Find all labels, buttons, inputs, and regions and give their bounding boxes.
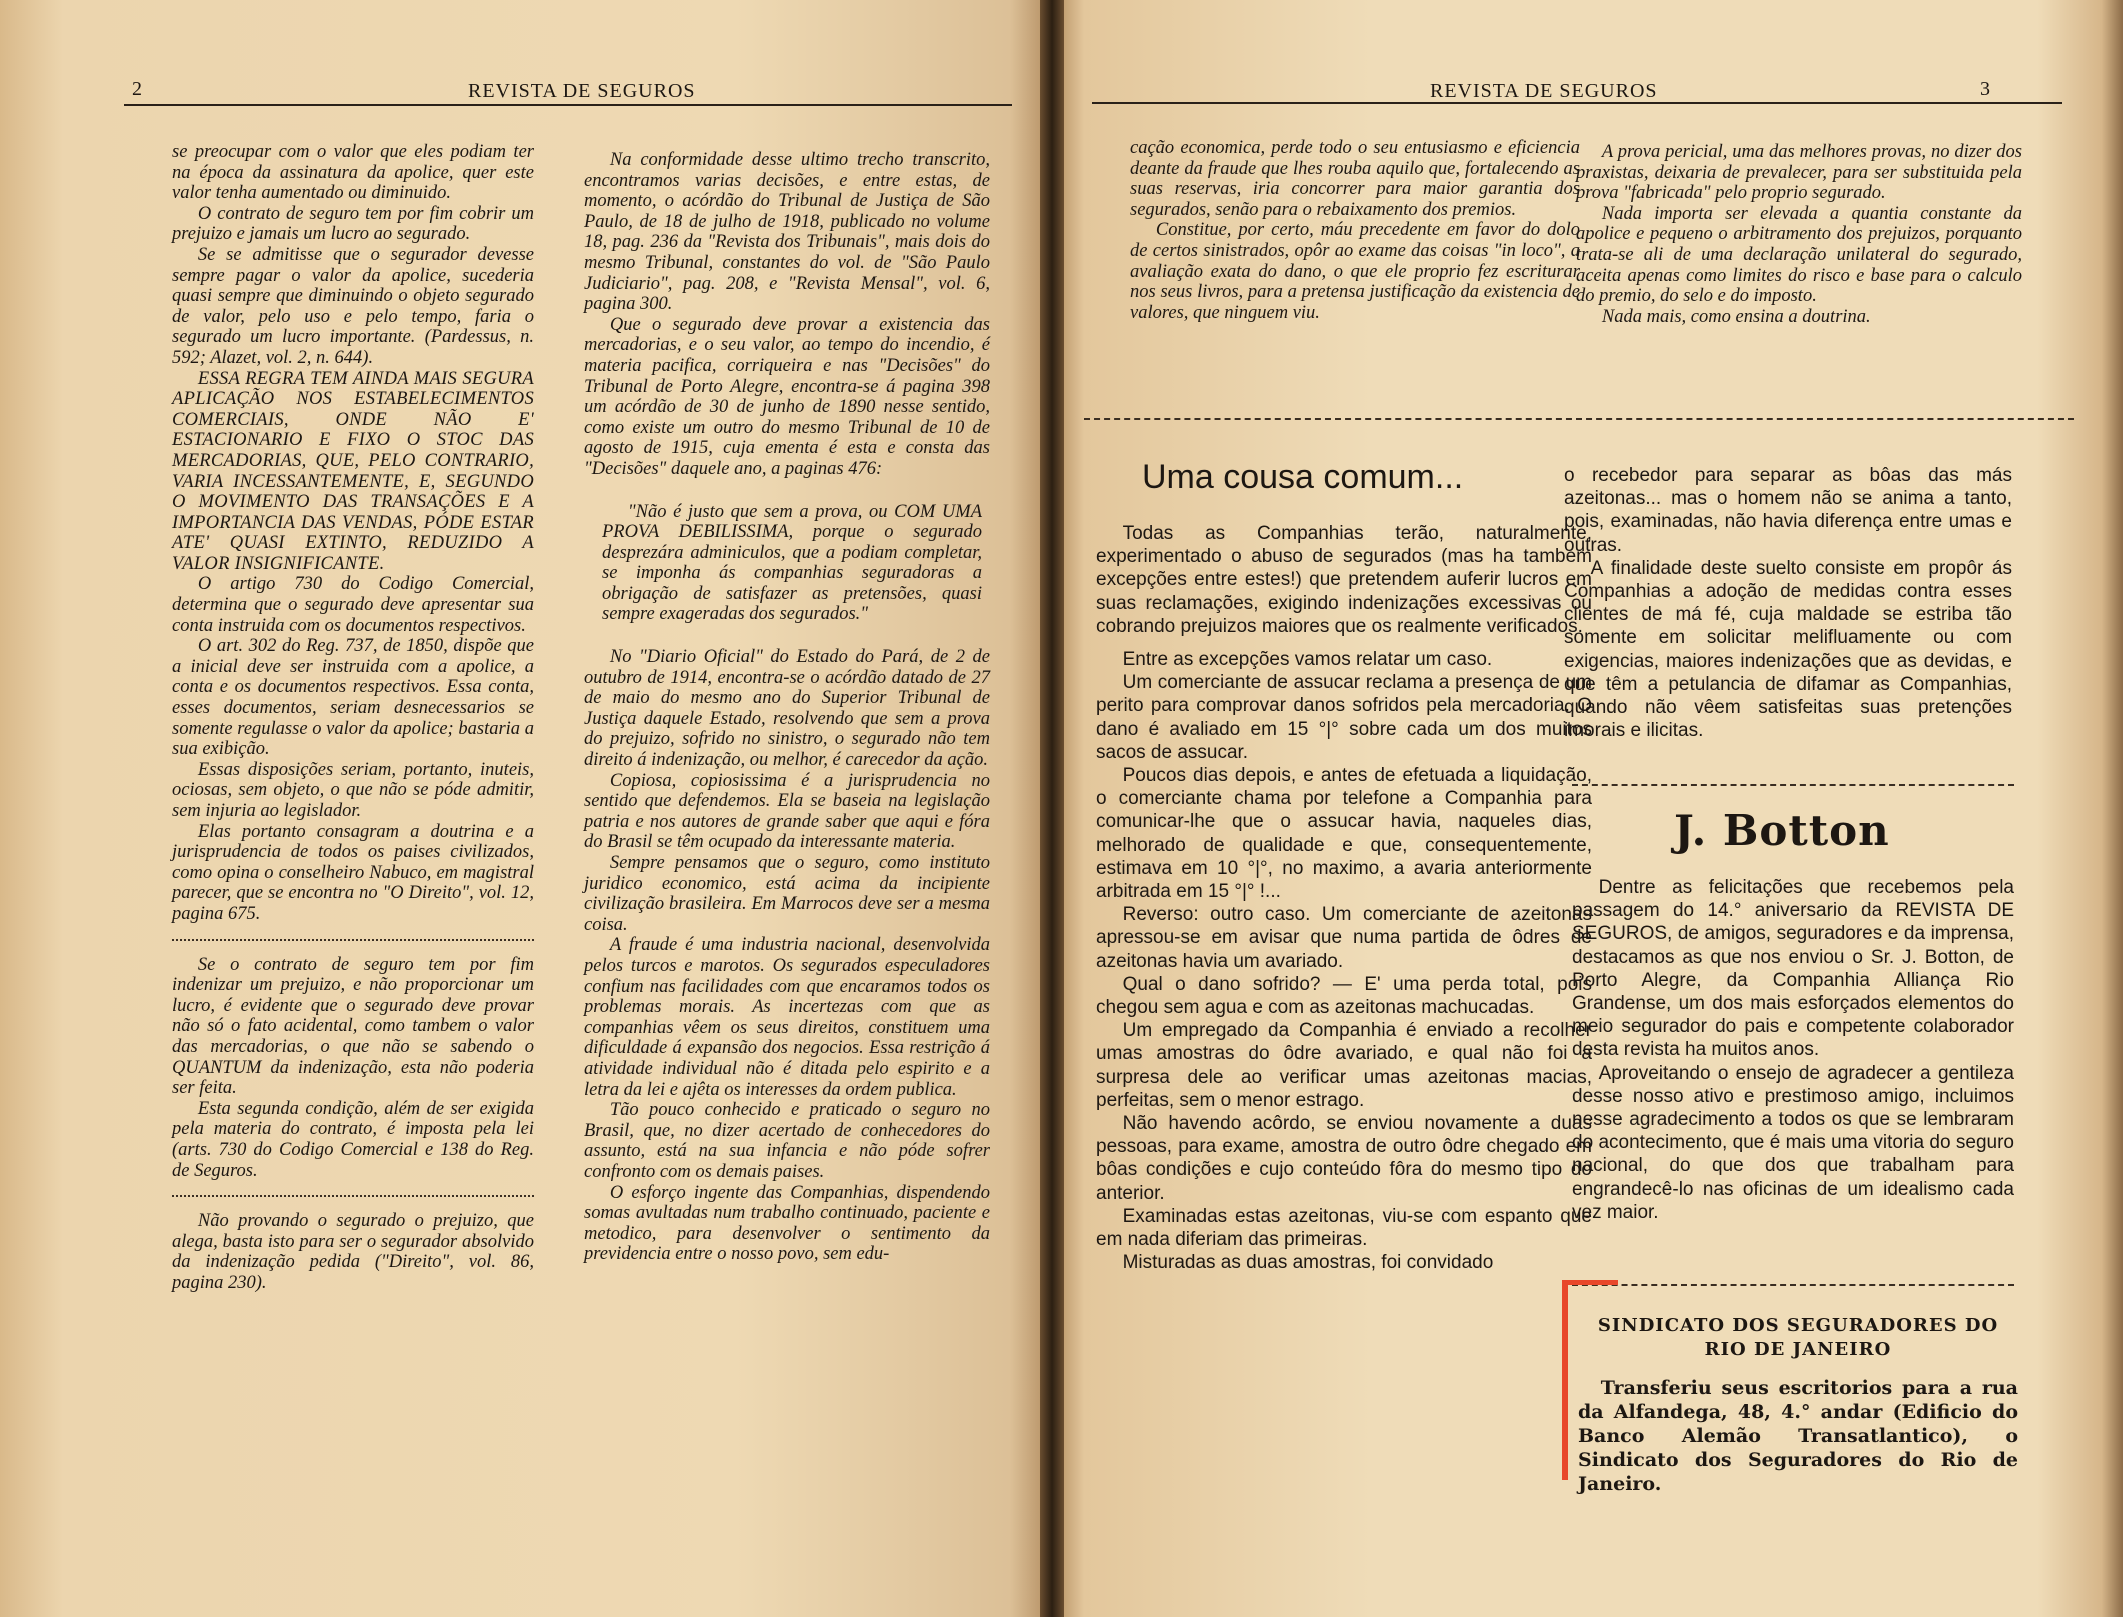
book-gutter — [1040, 0, 1064, 1617]
header-rule — [1092, 102, 2062, 104]
section-divider — [1572, 784, 2014, 786]
paragraph: O art. 302 do Reg. 737, de 1850, dispõe que a inicial deve ser instruida com a apolice, a conta e os documentos respectivos. Essa conta, esses documentos, seriam desnecessarios se somente regulasse o valor da apolice; bastaria a sua exibição. — [172, 636, 534, 760]
left-column-1 — [172, 142, 534, 1293]
paragraph: o recebedor para separar as bôas das más azeitonas... mas o homem não se anima a tanto, pois, examinadas, não havia diferença entre umas e outras. — [1564, 465, 2012, 556]
paragraph: Que o segurado deve provar a existencia das mercadorias, e o seu valor, ao tempo do incendio, é materia pacifica, corriqueira e nas "Decisões" do Tribunal de Porto Alegre, encontra-se á pagina 398 um acórdão de 30 de junho de 1890 nesse sentido, como existe um outro do mesmo Tribunal de 10 de agosto de 1915, cuja ementa é esta e consta das "Decisões" daquele ano, a paginas 476: — [584, 314, 990, 479]
page-number: 2 — [132, 78, 142, 100]
paragraph: Nada importa ser elevada a quantia constante da apolice e pequeno o arbitramento dos prejuizos, porquanto trata-se ali de uma declaração unilateral do segurado, aceita apenas como limites do risco e base para o calculo do premio, do selo e do imposto. — [1576, 203, 2022, 307]
paragraph: Qual o dano sofrido? — E' uma perda total, pois chegou sem agua e com as azeitonas machucadas. — [1096, 973, 1592, 1019]
paragraph: cação economica, perde todo o seu entusiasmo e eficiencia deante da fraude que lhes rouba aquilo que, fortalecendo as suas reservas, iria concorrer para maior garantia dos segurados, senão para o rebaixamento dos premios. — [1130, 138, 1580, 220]
paragraph: se preocupar com o valor que eles podiam ter na época da assinatura da apolice, quer este valor tenha aumentado ou diminuido. — [172, 142, 534, 204]
paragraph: Se o contrato de seguro tem por fim indenizar um prejuizo, e não proporcionar um lucro, é evidente que o segurado deve provar não só o fato acidental, como tambem o valor das mercadorias, o que não se sabendo o QUANTUM da indenização, esta não poderia ser feita. — [172, 954, 534, 1099]
paragraph: Tão pouco conhecido e praticado o seguro no Brasil, que, no dizer acertado de conhecedores do assunto, está na sua infancia e não póde sofrer confronto com os demais paises. — [584, 1100, 990, 1182]
paragraph: Aproveitando o ensejo de agradecer a gentileza desse nosso ativo e prestimoso amigo, incluimos nesse agradecimento a todos os que se lembraram do acontecimento, que é mais uma vitoria do seguro nacional, do que dos que trabalham para engrandecê-lo nas oficinas de um idealismo cada vez maior. — [1572, 1062, 2014, 1223]
paragraph: Um empregado da Companhia é enviado a recolher umas amostras do ôdre avariado, e qual não foi a surpresa dele ao verificar umas azeitonas macias, perfeitas, sem o menor estrago. — [1096, 1020, 1592, 1111]
page-number: 3 — [1980, 78, 1990, 100]
running-head: REVISTA DE SEGUROS — [1430, 80, 1658, 102]
section-divider — [1572, 1284, 2014, 1286]
paragraph: Na conformidade desse ultimo trecho transcrito, encontramos varias decisões, e entre estas, de momento, o acórdão do Tribunal de Justiça de São Paulo, de 18 de julho de 1918, publicado no volume 18, pag. 236 da "Revista dos Tribunais", mais dois do mesmo Tribunal, constantes do vol. de "São Paulo Judiciario", pag. 208, e "Revista Mensal", vol. 6, pagina 300. — [584, 150, 990, 315]
dotted-divider — [172, 1195, 534, 1197]
paragraph: O esforço ingente das Companhias, dispendendo somas avultadas num trabalho continuado, paciente e metodico, para desenvolver o sentimento da previdencia entre o nosso povo, sem edu- — [584, 1182, 990, 1265]
botton-column — [1572, 876, 2014, 1224]
paragraph: A fraude é uma industria nacional, desenvolvida pelos turcos e marotos. Os segurados especuladores confium nas facilidades com que encaramos todos os problemas morais. As incertezas com que as companhias vêem os seus direitos, constituem uma dificuldade á expansão dos negocios. Essa restrição á atividade individual não é ditada pelo espirito e a letra da lei e ajêta os interesses da ordem publica. — [584, 935, 990, 1100]
paragraph: O artigo 730 do Codigo Comercial, determina que o segurado deve apresentar sua conta instruida com os documentos respectivos. — [172, 574, 534, 636]
paragraph: Nada mais, como ensina a doutrina. — [1601, 306, 1871, 327]
paragraph: Não havendo acôrdo, se enviou novamente a duas pessoas, para exame, amostra de outro ôdre chegado em bôas condições e cujo conteúdo fôra do mesmo tipo do anterior. — [1096, 1113, 1592, 1204]
paragraph: ESSA REGRA TEM AINDA MAIS SEGURA APLICAÇÃO NOS ESTABELECIMENTOS COMERCIAIS, ONDE NÃO E' ESTACIONARIO E FIXO O STOC DAS MERCADORIAS, QUE, PELO CONTRARIO, VARIA INCESSANTEMENTE, E, SEGUNDO O MOVIMENTO DAS TRANSAÇÕES E A IMPORTANCIA DAS VENDAS, PÓDE ESTAR ATE' QUASI EXTINTO, REDUZIDO A VALOR INSIGNIFICANTE. — [172, 368, 534, 574]
sindicato-notice — [1578, 1314, 2018, 1496]
paragraph: Esta segunda condição, além de ser exigida pela materia do contrato, é imposta pela lei (arts. 730 do Codigo Comercial e 138 do Reg. de Seguros. — [172, 1098, 534, 1181]
paragraph: O contrato de seguro tem por fim cobrir um prejuizo e jamais um lucro ao segurado. — [172, 203, 534, 245]
section-divider — [1084, 418, 2074, 420]
header-rule — [124, 104, 1012, 106]
paragraph: Se se admitisse que o segurador devesse sempre pagar o valor da apolice, sucederia quasi sempre que diminuindo o objeto segurado de valor, pelo uso e pelo tempo, faria o segurado um lucro importante. (Pardessus, n. 592; Alazet, vol. 2, n. 644). — [172, 244, 534, 368]
paragraph: Essas disposições seriam, portanto, inuteis, ociosas, sem objeto, o que não se póde admitir, sem injuria ao legislador. — [172, 759, 534, 821]
paragraph: Entre as excepções vamos relatar um caso. — [1122, 649, 1493, 671]
right-top-column-1 — [1130, 138, 1580, 323]
paragraph: A finalidade deste suelto consiste em propôr ás Companhias a adoção de medidas contra esses clientes de má fé, cuja maldade se estriba tão somente em solicitar melifluamente ou com exigencias, maiores indenizações que as devidas, e que têm a petulancia de difamar as Companhias, quando não vêem satisfeitas suas pretenções imorais e ilicitas. — [1564, 557, 2012, 742]
paragraph: Reverso: outro caso. Um comerciante de azeitonas apressou-se em avisar que numa partida de ôdres de azeitonas havia um avariado. — [1096, 904, 1592, 972]
right-page — [1052, 0, 2123, 1617]
running-head: REVISTA DE SEGUROS — [468, 80, 696, 102]
paragraph: Não provando o segurado o prejuizo, que alega, basta isto para ser o segurador absolvido da indenização pedida ("Direito", vol. 86, pagina 230). — [172, 1211, 534, 1293]
paragraph: Copiosa, copiosissima é a jurisprudencia no sentido que defendemos. Ela se baseia na legislação patria e nos autores de grande saber que aqui e fóra do Brasil se têm ocupado da interessante materia. — [584, 770, 990, 853]
paragraph: Poucos dias depois, e antes de efetuada a liquidação, o comerciante chama por telefone a Companhia para comunicar-lhe que o assucar havia, naqueles dias, melhorado de qualidade e que, consequentemente, estimava em 10 °|°, no maximo, a avaria anteriormente arbitrada em 15 °|° !... — [1096, 765, 1592, 903]
paragraph: A prova pericial, uma das melhores provas, no dizer dos praxistas, deixaria de prevalecer, para ser substituida pela prova "fabricada" pelo proprio segurado. — [1576, 142, 2022, 204]
paragraph: Um comerciante de assucar reclama a presença de um perito para comprovar danos sofridos pela mercadoria. O dano é avaliado em 15 °|° sobre cada um dos muitos sacos de assucar. — [1096, 672, 1592, 763]
left-page — [0, 0, 1052, 1617]
notice-body: Transferiu seus escritorios para a rua da Alfandega, 48, 4.° andar (Edificio do Banco Alemão Transatlantico), o Sindicato dos Seguradores do Rio de Janeiro. — [1578, 1377, 2018, 1495]
paragraph: Todas as Companhias terão, naturalmente, experimentado o abuso de segurados (mas ha tambem excepções entre estes!) que pretendem auferir lucros em suas reclamações, exigindo indenizações excessivas ou cobrando prejuizos maiores que os realmente verificados. — [1096, 523, 1592, 637]
red-margin-mark — [1562, 1280, 1618, 1285]
left-column-2 — [584, 150, 990, 1265]
red-margin-mark — [1562, 1280, 1568, 1480]
paragraph: Sempre pensamos que o seguro, como instituto juridico economico, está acima da incipiente civilização brasileira. Em Marrocos deve ser a mesma coisa. — [584, 853, 990, 935]
article-column-1 — [1096, 522, 1592, 1275]
article-column-2 — [1564, 464, 2012, 742]
botton-title: J. Botton — [1674, 806, 1890, 855]
paragraph: Misturadas as duas amostras, foi convidado — [1122, 1252, 1494, 1274]
paragraph: Elas portanto consagram a doutrina e a jurisprudencia de todos os paises civilizados, como opina o conselheiro Nabuco, em magistral parecer, que se encontra no "O Direito", vol. 12, pagina 675. — [172, 821, 534, 924]
dotted-divider — [172, 939, 534, 941]
paragraph: Constitue, por certo, máu precedente em favor do dolo de certos sinistrados, opôr ao exame das coisas "in loco", a avaliação exata do dano, o que ele proprio fez escriturar nos seus livros, para a pretensa justificação da existencia de valores, que ninguem viu. — [1130, 220, 1580, 323]
paragraph: Dentre as felicitações que recebemos pela passagem do 14.° aniversario da REVISTA DE SEGUROS, de amigos, seguradores e da imprensa, destacamos as que nos enviou o Sr. J. Botton, de Porto Alegre, da Companhia Alliança Rio Grandense, um dos mais esforçados elementos do meio segurador do pais e competente colaborador desta revista ha muitos anos. — [1572, 877, 2014, 1061]
paragraph: Examinadas estas azeitonas, viu-se com espanto que em nada diferiam das primeiras. — [1096, 1205, 1592, 1251]
right-top-column-2 — [1576, 142, 2022, 327]
article-title: Uma cousa comum... — [1142, 458, 1464, 496]
paragraph: No "Diario Oficial" do Estado do Pará, de 2 de outubro de 1914, encontra-se o acórdão datado de 27 de maio do mesmo ano do Superior Tribunal de Justiça daquele Estado, resolvendo que sem a prova do prejuizo, sofrido no sinistro, o segurado não tem direito á indenização, ou melhor, é carecedor da ação. — [584, 647, 990, 771]
notice-title: SINDICATO DOS SEGURADORES DO RIO DE JANEIRO — [1597, 1315, 1999, 1360]
blockquote: "Não é justo que sem a prova, ou COM UMA PROVA DEBILISSIMA, porque o segurado desprezára adminiculos, que a podiam completar, se imponha ás companhias seguradoras a obrigação de satisfazer as pretensões, quasi sempre exageradas dos segurados." — [602, 501, 982, 625]
